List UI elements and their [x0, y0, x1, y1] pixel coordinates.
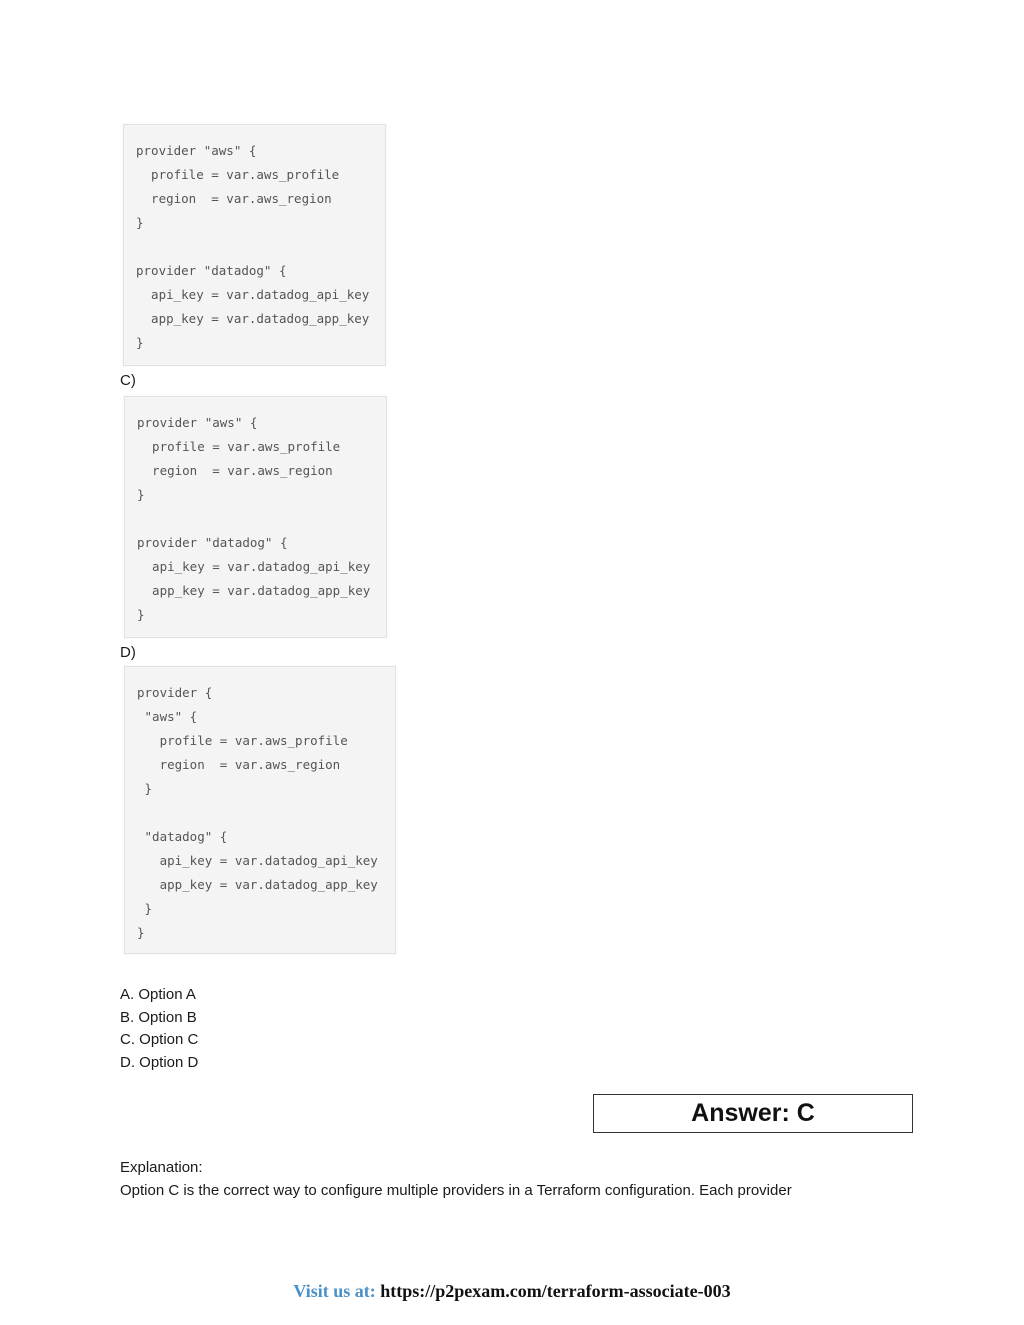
explanation-text: Option C is the correct way to configure multiple providers in a Terraform configuration. Each provider [120, 1181, 792, 1199]
option-c: C. Option C [120, 1031, 199, 1048]
code-text: provider "aws" { profile = var.aws_profile region = var.aws_region } provider "datadog" { api_key = var.datadog_api_key app_key = var.datadog_app_key } [136, 143, 370, 350]
code-text: provider { "aws" { profile = var.aws_profile region = var.aws_region } "datadog" { api_key = var.datadog_api_key app_key = var.datadog_app_key } } [137, 685, 378, 940]
option-c-label: C) [120, 372, 136, 389]
footer-visit-label: Visit us at: [293, 1281, 376, 1301]
footer-url-link[interactable]: https://p2pexam.com/terraform-associate-003 [380, 1281, 731, 1301]
footer [0, 1281, 1024, 1302]
explanation-heading: Explanation: [120, 1159, 203, 1176]
option-a: A. Option A [120, 986, 196, 1003]
option-b: B. Option B [120, 1008, 197, 1026]
option-d-label: D) [120, 644, 136, 661]
answer-options-list [120, 984, 198, 1074]
code-block-option-c [124, 396, 387, 638]
code-block-option-b [123, 124, 386, 366]
explanation [120, 1157, 792, 1202]
code-block-option-d [124, 666, 396, 954]
option-d: D. Option D [120, 1053, 199, 1071]
answer-box: Answer: C [593, 1094, 913, 1133]
code-text: provider "aws" { profile = var.aws_profile region = var.aws_region } provider "datadog" { api_key = var.datadog_api_key app_key = var.datadog_app_key } [137, 415, 371, 622]
